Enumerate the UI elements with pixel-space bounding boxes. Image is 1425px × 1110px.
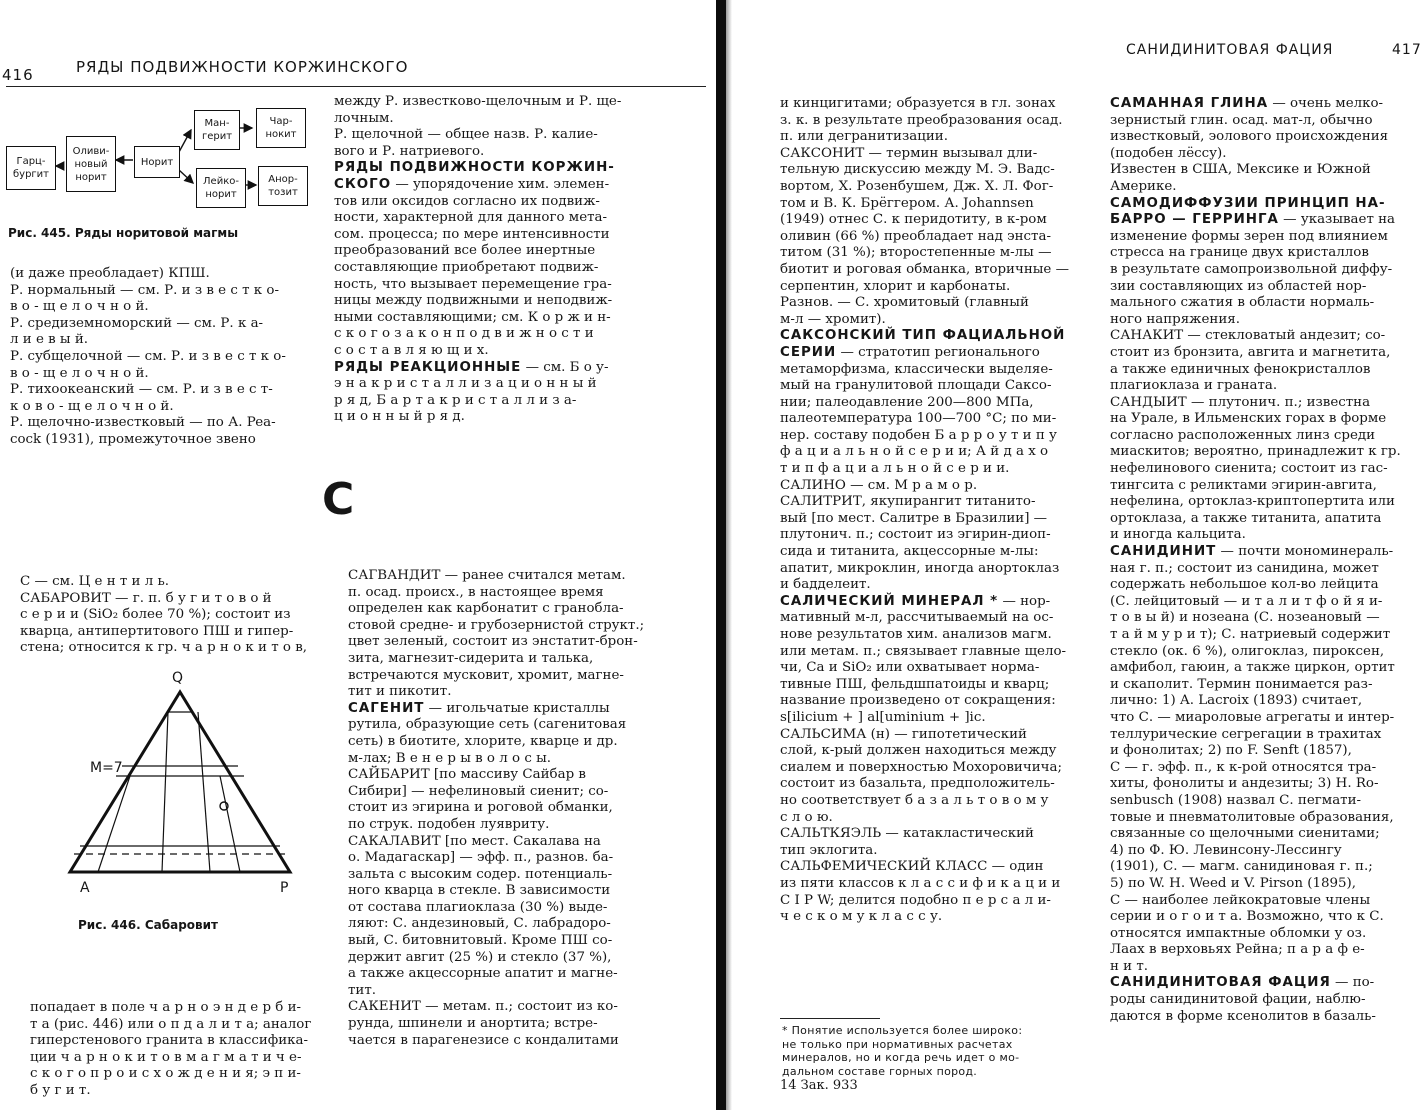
left-col1-end: попадает в поле ч а р н о э н д е р б и- т а (рис. 446) или о п д а л и т а; аналог гиперстенового гранита в классифика- ции ч а р н о к и т о в м а г м а т и ч е- с к о г о п р о и с х о ж д е н и я; э п и- б у г и т. [30,1000,312,1098]
fig446-caption: Рис. 446. Сабаровит [78,918,219,932]
page-number: 417 [1392,42,1422,58]
entry-body: — см. Б о у- э н а к р и с т а л л и з а ц и о н н ы й р я д, Б а р т а к р и с т а л л и з а- ц и о н н ы й р я д. [334,359,609,425]
header-rule [6,86,706,87]
fig445-caption: Рис. 445. Ряды норитовой магмы [8,226,239,240]
right-col1 [780,96,1083,926]
text-block: между Р. известково-щелочным и Р. ще- лочным. Р. щелочной — общее назв. Р. калие- вого и Р. натриевого. [334,94,622,159]
fig446-label-a: A [80,880,90,896]
left-col1-bottom: С — см. Ц е н т и л ь. САБАРОВИТ — г. п. б у г и т о в о й с е р и и (SiO₂ более 70 %); состоит из кварца, антипертитового ПШ и гипер- стена; относится к гр. ч а р н о к и т о в, [20,574,307,656]
text-block: САГВАНДИТ — ранее считался метам. п. осад. происх., в настоящее время определен как карбонатит с гранобла- стовой средне- и грубозернистой структ.; цвет зеленый, состоит из энстатит-брон- зита, магнезит-сидерита и талька, встречаются мусковит, хромит, магне- тит и пикотит. [348,568,645,700]
entry-title: САКСОНСКИЙ ТИП ФАЦИАЛЬНОЙ СЕРИИ [780,328,1066,360]
printer-mark: 14 Зак. 933 [780,1078,858,1093]
fig446-label-m7: M=7 [90,760,123,776]
entry-body: — нор- мативный м-л, рассчитываемый на ос- нове результатов хим. анализов магм. или метам. п.; связывает главные щело- чи, Са и SiO₂ или охватывает норма- тивные ПШ, фельдшпатоиды и кварц; название произведено от сокращения: s[ilicium + ] al[uminium + ]ic. САЛЬСИМА (н) — гипотетический слой, к-рый должен находиться между сиалем и поверхностью Мохоровичича; состоит из базальта, предположитель- но соответствует б а з а л ь т о в о м у с л о ю. САЛЬТКЯЭЛЬ — катакластический тип эклогита. САЛЬФЕМИЧЕСКИЙ КЛАСС — один из пяти классов к л а с с и ф и к а ц и и C I P W; делится подобно п е р с а л и- ч е с к о м у к л а с с у. [780,593,1067,925]
left-col2-bottom [348,568,658,1049]
entry-title: РЯДЫ ПОДВИЖНОСТИ КОРЖИН- СКОГО [334,160,615,192]
entry-body: — очень мелко- зернистый глин. осад. мат-л, обычно известковый, эолового происхождения (подобен лёссу). Известен в США, Мексике и Южной Америке. [1110,96,1389,194]
entry-title: САНИДИНИТ [1110,544,1217,560]
entry-title: САМОДИФФУЗИИ ПРИНЦИП НА- БАРРО — ГЕРРИНГА [1110,195,1386,228]
fig446-label-q: Q [172,670,184,686]
running-head: САНИДИНИТОВАЯ ФАЦИЯ [1126,42,1334,58]
box-charnokit: Чар- нокит [256,108,306,148]
text-block: и кинцигитами; образуется в гл. зонах з. к. в результате преобразования осад. п. или дегранитизации. САКСОНИТ — термин вызывал дли- тельную дискуссию между М. Э. Вадс- вортом, Х. Розенбушем, Дж. Х. Л. Фог- том и В. К. Брёггером. А. Johannsen (1949) отнес С. к перидотиту, в к-ром оливин (66 %) преобладает над энста- титом (31 %); второстепенные м-лы — биотит и роговая обманка, вторичные — серпентин, хлорит и карбонаты. Разнов. — С. хромитовый (главный м-л — хромит). [780,96,1069,327]
left-col2-top [334,94,644,426]
entry-body: — указывает на изменение формы зерен под влиянием стресса на границе двух кристаллов в результате самопроизвольной диффу- зии составляющих из областей нор- мального сжатия в области нормаль- ного напряжения. САНАКИТ — стекловатый андезит; со- стоит из бронзита, авгита и магнетита, а также единичных фенокристаллов плагиоклаза и граната. САНДЫИТ — плутонич. п.; известна на Урале, в Ильменских горах в форме согласно расположенных линз среди миаскитов; вероятно, принадлежит к гр. нефелинового сиенита; состоит из гас- тингсита с реликтами эгирин-авгита, нефелина, ортоклаз-криптопертита или ортоклаза, а также титанита, апатита и иногда кальцита. [1110,212,1401,543]
entry-body: — почти мономинераль- ная г. п.; состоит из санидина, может содержать небольшое кол-во лейцита (С. лейцитовый — и т а л и т ф о й я и- т о в ы й) и нозеана (С. нозеановый — т а й м у р и т); С. натриевый содержит стекло (ок. 6 %), олигоклаз, пироксен, амфибол, гаюин, а также циркон, ортит и скаполит. Термин понимается раз- лично: 1) A. Lacroix (1893) считает, что С. — миароловые агрегаты и интер- теллурические сегрегации в трахитах и фонолитах; 2) по F. Senft (1857), С — г. эфф. п., к к-рой относятся тра- хиты, фонолиты и андезиты; 3) H. Ro- senbusch (1908) назвал С. пегмати- товые и пневматолитовые образования, связанные со щелочными сиенитами; 4) по Ф. Ю. Левинсону-Лессингу (1901), С. — магм. санидиновая г. п.; 5) по W. H. Weed и V. Pirson (1895), С — наиболее лейкократовые члены серии и о г о и т а. Возможно, что к С. относятся импактные обломки у оз. Лаах в верховьях Рейна; п а р а ф е- н и т. [1110,544,1395,974]
entry-title: САНИДИНИТОВАЯ ФАЦИЯ [1110,975,1331,991]
entry-body: — по- роды санидинитовой фации, наблю- даются в форме ксенолитов в базаль- [1110,975,1376,1024]
entry-title: САГЕНИТ [348,700,425,716]
box-mangerit: Ман- герит [194,110,240,150]
entry-body: — упорядочение хим. элемен- тов или оксидов согласно их подвиж- ности, характерной для данного мета- сом. процесса; по мере интенсивности преобразований все более инертные составляющие приобретают подвиж- ность, что вызывает перемещение гра- ницы между подвижными и неподвиж- ными составляющими; см. К о р ж и н- с к о г о з а к о н п о д в и ж н о с т и с о с т а в л я ю щ и х. [334,176,613,358]
box-anortozit: Анор- тозит [258,166,308,206]
footnote-rule [780,1018,880,1019]
section-letter: С [322,474,355,525]
box-olivin-norit: Оливи- новый норит [66,136,116,192]
entry-title: САЛИЧЕСКИЙ МИНЕРАЛ * [780,593,999,609]
fig446-triangle [70,670,310,890]
entry-body: — стратотип регионального метаморфизма, классически выделяе- мый на гранулитовой площади Саксо- нии; палеодавление 200—800 МПа, палеотемпература 100—700 °С; по ми- нер. составу подобен Б а р р о у т и п у ф а ц и а л ь н о й с е р и и; А й д а х о т и п ф а ц и а л ь н о й с е р и и. САЛИНО — см. М р а м о р. САЛИТРИТ, якупирангит титанито- вый [по мест. Салитре в Бразилии] — плутонич. п.; состоит из эгирин-диоп- сида и титанита, акцессорные м-лы: апатит, микроклин, иногда анортоклаз и бадделеит. [780,344,1060,593]
entry-title: САМАННАЯ ГЛИНА [1110,96,1269,111]
running-head: РЯДЫ ПОДВИЖНОСТИ КОРЖИНСКОГО [76,58,409,76]
entry-title: РЯДЫ РЕАКЦИОННЫЕ [334,359,522,375]
page-number: 416 [2,66,34,84]
left-col1-top: (и даже преобладает) КПШ. Р. нормальный — см. Р. и з в е с т к о- в о - щ е л о ч н о й. Р. средиземноморский — см. Р. к а- л и е в ы й. Р. субщелочной — см. Р. и з в е с т к о- в о - щ е л о ч н о й. Р. тихоокеанский — см. Р. и з в е с т- к о в о - щ е л о ч н о й. Р. щелочно-известковый — по А. Pea- cock (1931), промежуточное звено [10,266,286,447]
box-norit: Норит [134,146,180,178]
book-gutter [716,0,726,1110]
fig446-label-p: P [280,880,289,896]
entry-body: — игольчатые кристаллы рутила, образующие сеть (сагенитовая сеть) в биотите, хлорите, кварце и др. м-лах; В е н е р ы в о л о с ы. САЙБАРИТ [по массиву Сайбар в Сибири] — нефелиновый сиенит; со- стоит из эгирина и роговой обманки, по струк. подобен луявриту. САКАЛАВИТ [по мест. Сакалава на о. Мадагаскар] — эфф. п., разнов. ба- зальта с высоким содер. потенциаль- ного кварца в стекле. В зависимости от состава плагиоклаза (30 %) выде- ляют: С. андезиновый, С. лабрадоро- вый, С. битовнитовый. Кроме ПШ со- держит авгит (25 %) и стекло (37 %), а также акцессорные апатит и магне- тит. САКЕНИТ — метам. п.; состоит из ко- рунда, шпинели и анортита; встре- чается в парагенезисе с кондалитами [348,700,627,1048]
right-col2 [1110,96,1413,1025]
box-leikonorit: Лейко- норит [196,168,246,208]
right-page [726,0,1425,1110]
box-garzburgit: Гарц- бургит [6,146,56,190]
footnote: * Понятие используется более широко: не только при нормативных расчетах минералов, но и когда речь идет о мо- дальном составе горных пород. [782,1024,1023,1078]
